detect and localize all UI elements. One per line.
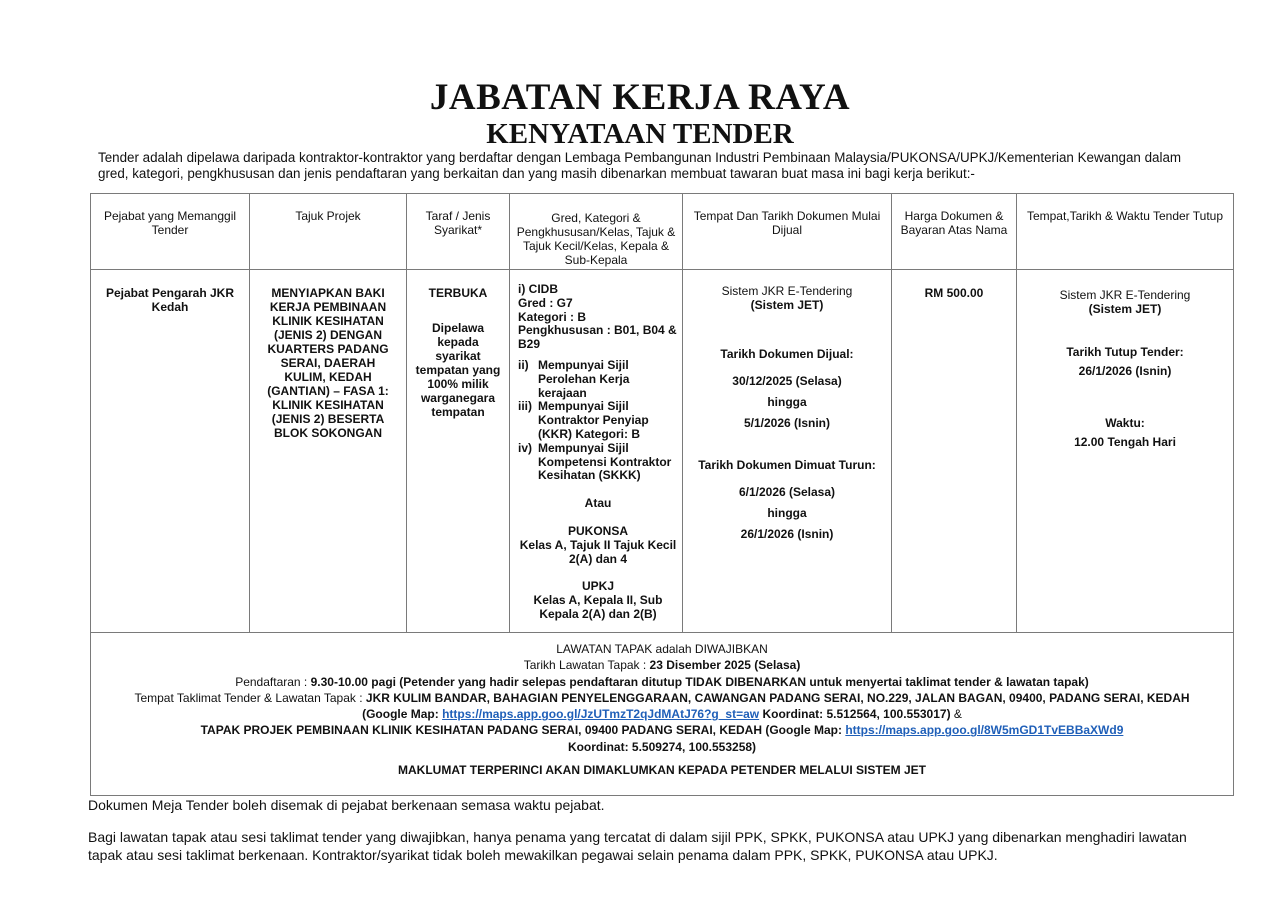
sold-to-word: hingga <box>767 395 807 409</box>
closing-time: 12.00 Tengah Hari <box>1074 435 1176 449</box>
col-header-closing: Tempat,Tarikh & Waktu Tender Tutup <box>1017 194 1234 270</box>
closing-time-label: Waktu: <box>1105 416 1145 430</box>
sold-label: Tarikh Dokumen Dijual: <box>720 347 854 361</box>
tender-table <box>90 193 1234 796</box>
download-from: 6/1/2026 (Selasa) <box>738 485 836 499</box>
registration-detail: 9.30-10.00 pagi (Petender yang hadir selepas pendaftaran ditutup TIDAK DIBENARKAN untuk menyertai taklimat tender & lawatan tapak) <box>310 674 1089 689</box>
site-visit-cell <box>91 633 1234 796</box>
download-label: Tarikh Dokumen Dimuat Turun: <box>698 458 876 472</box>
closing-date: 26/1/2026 (Isnin) <box>1078 364 1172 378</box>
notice-title: KENYATAAN TENDER <box>486 118 794 150</box>
office-cell <box>91 270 250 633</box>
download-to-word: hingga <box>767 506 807 520</box>
closing-date-label: Tarikh Tutup Tender: <box>1066 345 1184 359</box>
cidb-pengkhususan: Pengkhususan : B01, B04 & B29 <box>518 323 677 352</box>
cidb-gred: Gred : G7 <box>518 295 573 310</box>
document-price: RM 500.00 <box>924 286 984 300</box>
closing-system: Sistem JKR E-Tendering <box>1059 288 1191 302</box>
registration-line: Pendaftaran : 9.30-10.00 pagi (Petender yang hadir selepas pendaftaran ditutup TIDAK DIBENARKAN untuk menyertai taklimat tender & lawatan tapak) <box>235 674 1089 689</box>
intro-paragraph: Tender adalah dipelawa daripada kontraktor-kontraktor yang berdaftar dengan Lembaga Pembangunan Industri Pembinaan Malaysia/PUKONSA/UPKJ/Kementerian Kewangan dalam gred, kategori, pengkhususan dan jenis pendaftaran yang berkaitan dan yang masih dibenarkan membuat tawaran buat masa ini bagi kerja berikut:- <box>98 150 1182 181</box>
price-cell <box>892 270 1017 633</box>
venue-detail: JKR KULIM BANDAR, BAHAGIAN PENYELENGGARAAN, CAWANGAN PADANG SERAI, NO.229, JALAN BAGAN, 09400, PADANG SERAI, KEDAH <box>365 690 1190 705</box>
sale-system: Sistem JKR E-Tendering <box>721 284 853 298</box>
sold-from: 30/12/2025 (Selasa) <box>732 374 842 388</box>
or-label: Atau <box>584 496 612 511</box>
project-title: MENYIAPKAN BAKI KERJA PEMBINAAN KLINIK KESIHATAN (JENIS 2) DENGAN KUARTERS PADANG SERAI, DAERAH KULIM, KEDAH (GANTIAN) – FASA 1: KLINIK KESIHATAN (JENIS 2) BESERTA BLOK SOKONGAN <box>267 286 389 440</box>
jet-notice: MAKLUMAT TERPERINCI AKAN DIMAKLUMKAN KEPADA PETENDER MELALUI SISTEM JET <box>398 763 926 778</box>
agency-title: JABATAN KERJA RAYA <box>429 77 851 118</box>
site-visit-date: 23 Disember 2025 (Selasa) <box>649 658 801 673</box>
table-header-row <box>91 194 1234 270</box>
status-note: Dipelawa kepada syarikat tempatan yang 100% milik warganegara tempatan <box>415 321 501 419</box>
office-name: Pejabat Pengarah JKR Kedah <box>105 286 235 314</box>
upkj-title: UPKJ <box>581 579 614 594</box>
google-map-link-2[interactable]: https://maps.app.goo.gl/8W5mGD1TvEBBaXWd9 <box>845 723 1124 738</box>
closing-system-short: (Sistem JET) <box>1088 302 1162 316</box>
footer-note-2: Bagi lawatan tapak atau sesi taklimat tender yang diwajibkan, hanya penama yang tercatat di dalam sijil PPK, SPKK, PUKONSA atau UPKJ yang dibenarkan menghadiri lawatan tapak atau sesi taklimat berkenaan. Kontraktor/syarikat tidak boleh mewakilkan pegawai selain penama dalam PPK, SPKK, PUKONSA atau UPKJ. <box>88 829 1187 863</box>
sold-until: 5/1/2026 (Isnin) <box>743 416 831 430</box>
col-header-grade: Gred, Kategori & Pengkhususan/Kelas, Tajuk & Tajuk Kecil/Kelas, Kepala & Sub-Kepala <box>510 194 683 270</box>
venue-line: Tempat Taklimat Tender & Lawatan Tapak : JKR KULIM BANDAR, BAHAGIAN PENYELENGGARAAN, CAWANGAN PADANG SERAI, NO.229, JALAN BAGAN, 09400, PADANG SERAI, KEDAH <box>134 690 1190 705</box>
cidb-line: i) CIDB <box>518 282 558 296</box>
status-value: TERBUKA <box>428 286 488 300</box>
site2-line: TAPAK PROJEK PEMBINAAN KLINIK KESIHATAN PADANG SERAI, 09400 PADANG SERAI, KEDAH (Google Map: https://maps.app.goo.gl/8W5mGD1TvEBBaXWd9 <box>200 723 1124 738</box>
site-visit-mandatory: LAWATAN TAPAK adalah DIWAJIBKAN <box>556 642 768 656</box>
pukonsa-title: PUKONSA <box>567 523 628 538</box>
requirement-item: iii) Mempunyai Sijil Kontraktor Penyiap (KKR) Kategori: B <box>518 399 649 441</box>
table-row <box>91 270 1234 633</box>
sale-system-short: (Sistem JET) <box>750 298 824 312</box>
col-header-price: Harga Dokumen & Bayaran Atas Nama <box>892 194 1017 270</box>
col-header-status: Taraf / Jenis Syarikat* <box>407 194 510 270</box>
site-visit-row <box>91 633 1234 796</box>
cidb-kategori: Kategori : B <box>518 309 587 324</box>
google-map-link-1[interactable]: https://maps.app.goo.gl/JzUTmzT2qJdMAtJ76?g_st=aw <box>442 707 760 722</box>
closing-cell <box>1017 270 1234 633</box>
upkj-detail: Kelas A, Kepala II, Sub Kepala 2(A) dan 2(B) <box>533 593 663 621</box>
download-until: 26/1/2026 (Isnin) <box>740 527 834 541</box>
site-visit-date-line: Tarikh Lawatan Tapak : 23 Disember 2025 (Selasa) <box>523 658 801 673</box>
project-cell <box>250 270 407 633</box>
col-header-office: Pejabat yang Memanggil Tender <box>91 194 250 270</box>
requirement-item: ii) Mempunyai Sijil Perolehan Kerja kerajaan <box>518 357 630 400</box>
grade-cell <box>510 270 683 633</box>
coord2-line: Koordinat: 5.509274, 100.553258) <box>567 739 757 754</box>
pukonsa-detail: Kelas A, Tajuk II Tajuk Kecil 2(A) dan 4 <box>519 537 677 566</box>
requirement-item: iv) Mempunyai Sijil Kompetensi Kontraktor Kesihatan (SKKK) <box>518 440 672 483</box>
map1-line: (Google Map: https://maps.app.goo.gl/JzUTmzT2qJdMAtJ76?g_st=aw Koordinat: 5.512564, 100.553017) & <box>362 707 962 722</box>
footer-note-1: Dokumen Meja Tender boleh disemak di pejabat berkenaan semasa waktu pejabat. <box>88 797 605 813</box>
col-header-sale: Tempat Dan Tarikh Dokumen Mulai Dijual <box>683 194 892 270</box>
sale-cell <box>683 270 892 633</box>
col-header-project: Tajuk Projek <box>250 194 407 270</box>
status-cell <box>407 270 510 633</box>
